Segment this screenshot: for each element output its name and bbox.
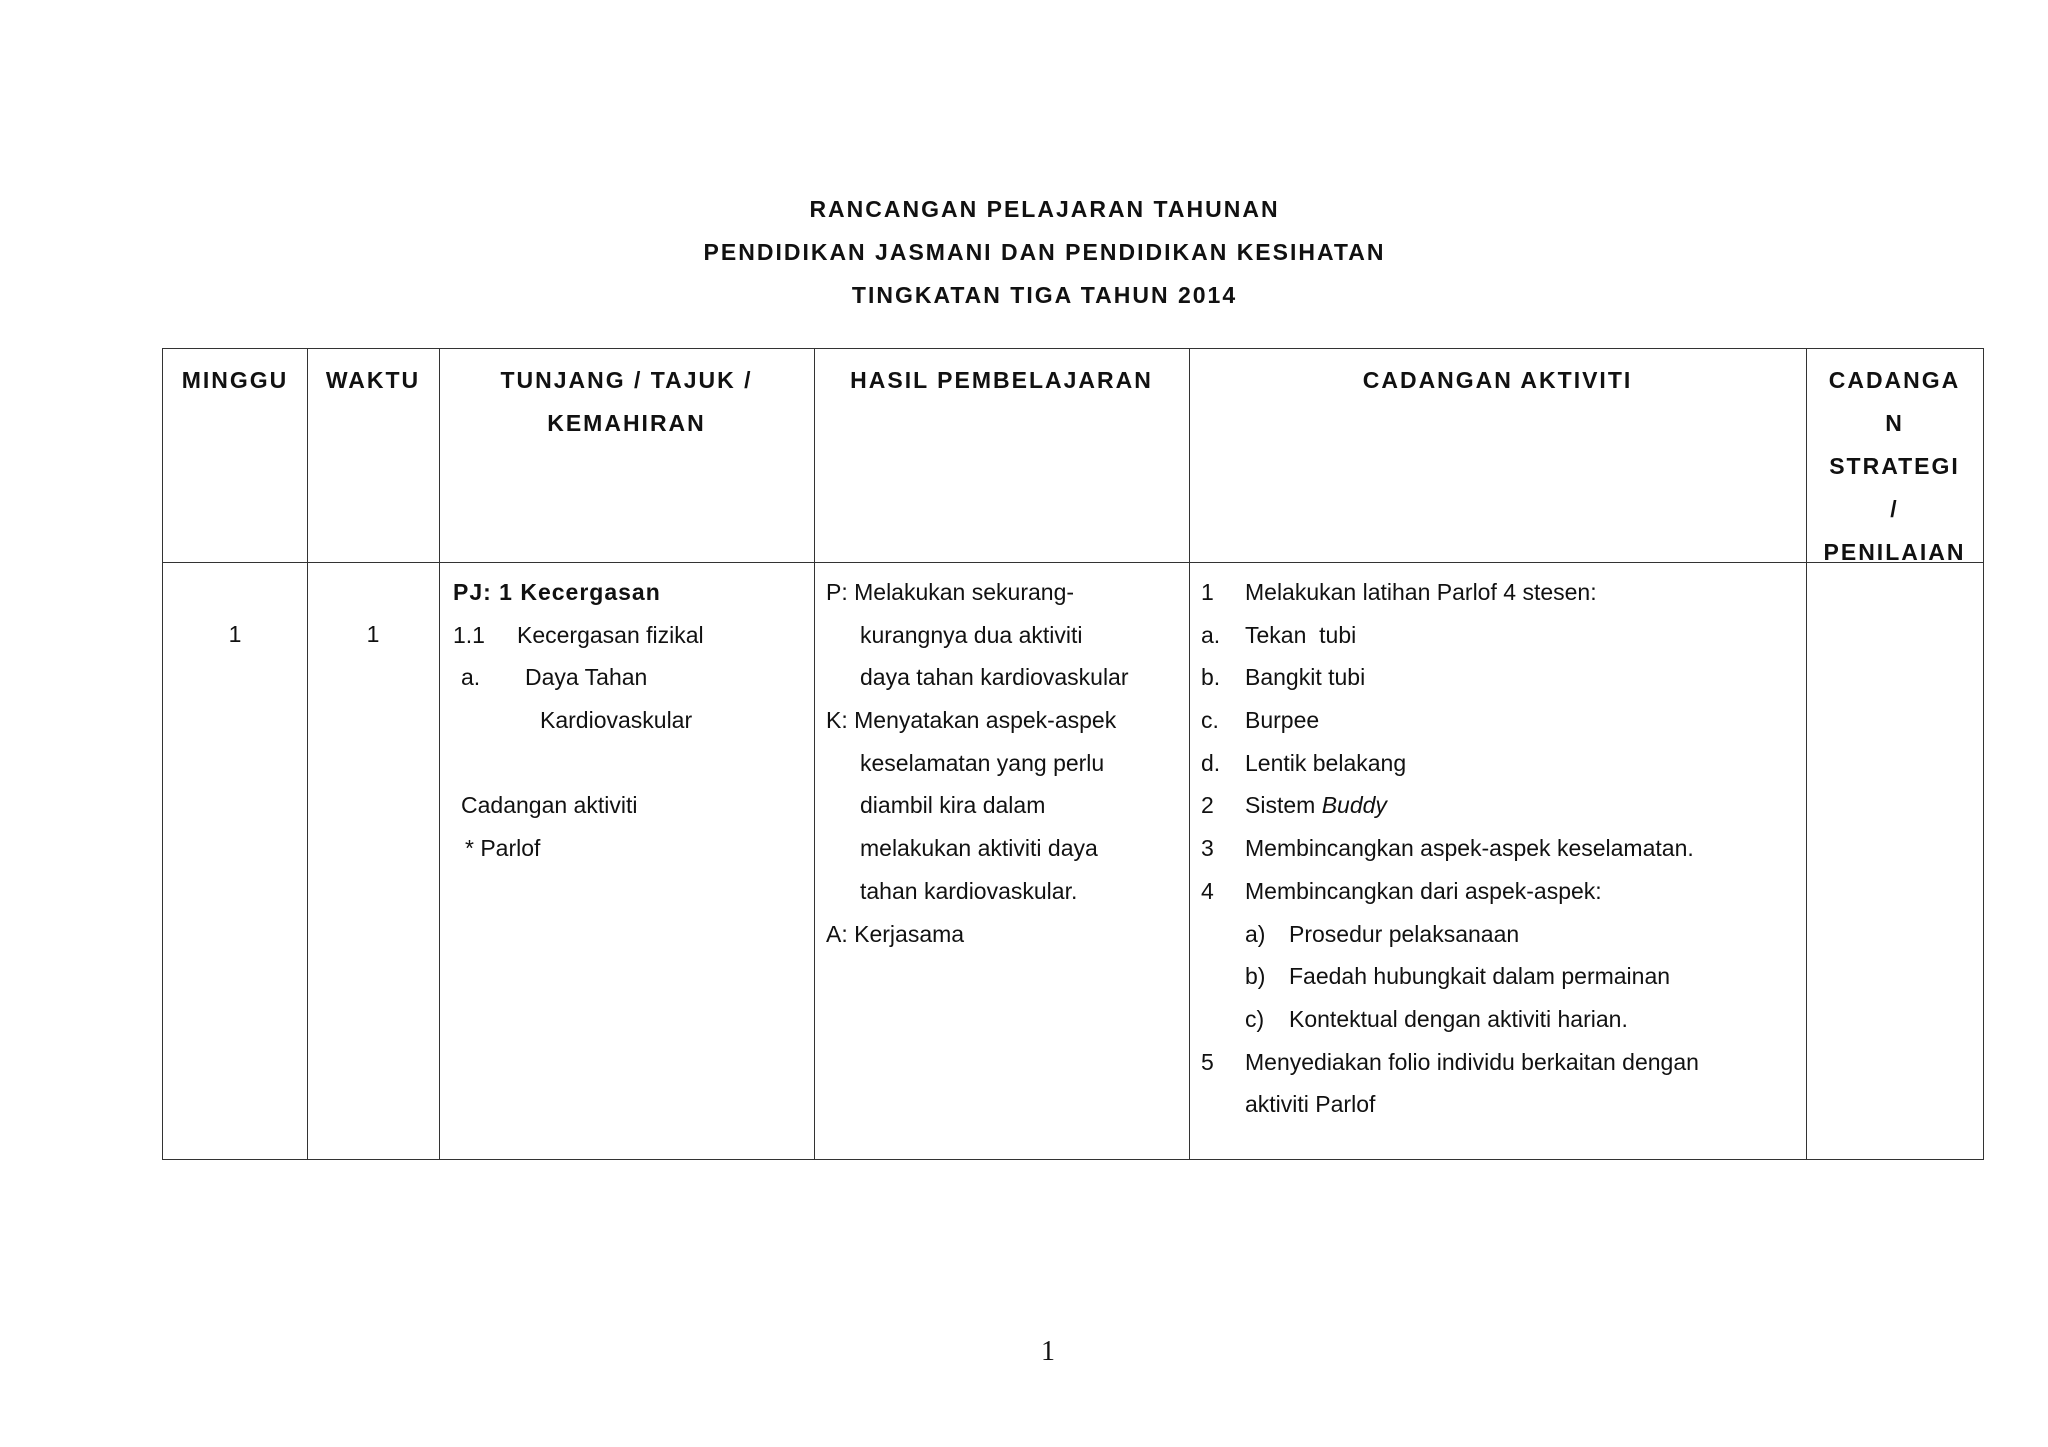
header-strategi-line: STRATEGI (1829, 453, 1960, 479)
aktiviti-text: Lentik belakang (1245, 749, 1407, 776)
spacer (453, 742, 808, 785)
tunjang-item (453, 614, 808, 657)
header-strategi-line: CADANGA (1828, 367, 1961, 393)
tunjang-cadangan-item: * Parlof (465, 835, 541, 862)
aktiviti-item (1201, 870, 1801, 913)
aktiviti-sub-item (1201, 998, 1801, 1041)
hasil-line: kurangnya dua aktiviti (860, 621, 1083, 648)
tunjang-item-text: Kecergasan fizikal (517, 621, 704, 648)
aktiviti-sub-item (1201, 913, 1801, 956)
aktiviti-number: 1 (1201, 579, 1214, 605)
hasil-line: melakukan aktiviti daya (860, 835, 1098, 862)
aktiviti-text: Sistem (1245, 792, 1322, 819)
tunjang-heading: PJ: 1 Kecergasan (453, 579, 661, 605)
hasil-line: A: Kerjasama (826, 920, 965, 947)
aktiviti-text: Burpee (1245, 707, 1320, 734)
cell-waktu: 1 (366, 621, 380, 647)
header-minggu: MINGGU (181, 367, 289, 393)
header-waktu: WAKTU (325, 367, 421, 393)
column-divider (814, 349, 815, 1159)
header-strategi-line: / (1890, 496, 1899, 522)
aktiviti-item (1201, 571, 1801, 614)
tunjang-sub-text-cont: Kardiovaskular (540, 707, 693, 734)
header-hasil-pembelajaran: HASIL PEMBELAJARAN (850, 367, 1153, 393)
hasil-line: keselamatan yang perlu (860, 749, 1105, 776)
title-line-1: RANCANGAN PELAJARAN TAHUNAN (809, 196, 1280, 222)
page-number: 1 (1041, 1336, 1055, 1367)
column-divider (1189, 349, 1190, 1159)
cell-tunjang (453, 571, 808, 870)
title-line-3: TINGKATAN TIGA TAHUN 2014 (851, 282, 1238, 308)
tunjang-sub-text: Daya Tahan (525, 664, 648, 691)
aktiviti-letter: b. (1201, 664, 1221, 691)
cell-minggu: 1 (228, 621, 242, 647)
tunjang-sub-item (453, 656, 808, 699)
aktiviti-number: 5 (1201, 1048, 1214, 1075)
aktiviti-sub-item (1201, 955, 1801, 998)
aktiviti-letter: d. (1201, 749, 1221, 776)
header-strategi-line: N (1885, 410, 1904, 436)
aktiviti-sub-letter: a) (1245, 920, 1266, 947)
header-strategi-penilaian (1806, 359, 1983, 574)
aktiviti-number: 4 (1201, 877, 1214, 904)
aktiviti-letter: c. (1201, 707, 1219, 734)
header-row-divider (163, 562, 1983, 563)
aktiviti-letter: a. (1201, 621, 1221, 648)
header-strategi-line: PENILAIAN (1823, 539, 1966, 565)
aktiviti-sub-text: Faedah hubungkait dalam permainan (1289, 963, 1671, 990)
aktiviti-text: Membincangkan dari aspek-aspek: (1245, 877, 1602, 904)
cell-hasil-pembelajaran (826, 571, 1186, 955)
aktiviti-number: 2 (1201, 792, 1214, 819)
hasil-line: K: Menyatakan aspek-aspek (826, 707, 1117, 734)
header-tunjang-line: TUNJANG / TAJUK / (500, 367, 753, 393)
aktiviti-sub-text: Kontektual dengan aktiviti harian. (1289, 1005, 1628, 1032)
aktiviti-item (1201, 656, 1801, 699)
aktiviti-text-cont: aktiviti Parlof (1245, 1091, 1376, 1118)
aktiviti-text: Tekan tubi (1245, 621, 1357, 648)
aktiviti-number: 3 (1201, 835, 1214, 862)
lesson-plan-table (162, 348, 1984, 1160)
aktiviti-item (1201, 784, 1801, 827)
hasil-line: tahan kardiovaskular. (860, 877, 1078, 904)
hasil-line: diambil kira dalam (860, 792, 1046, 819)
aktiviti-item (1201, 699, 1801, 742)
aktiviti-sub-letter: c) (1245, 1005, 1265, 1032)
aktiviti-text: Bangkit tubi (1245, 664, 1366, 691)
header-cadangan-aktiviti: CADANGAN AKTIVITI (1362, 367, 1633, 393)
cell-cadangan-aktiviti (1201, 571, 1801, 1126)
hasil-line: daya tahan kardiovaskular (860, 664, 1129, 691)
aktiviti-text: Melakukan latihan Parlof 4 stesen: (1245, 579, 1597, 605)
tunjang-sub-letter: a. (461, 664, 481, 691)
document-title (0, 188, 2048, 317)
column-divider (307, 349, 308, 1159)
column-divider (439, 349, 440, 1159)
aktiviti-sub-text: Prosedur pelaksanaan (1289, 920, 1520, 947)
aktiviti-text: Menyediakan folio individu berkaitan dengan (1245, 1048, 1699, 1075)
aktiviti-item (1201, 827, 1801, 870)
header-tunjang-line: KEMAHIRAN (547, 410, 706, 436)
aktiviti-sub-letter: b) (1245, 963, 1266, 990)
aktiviti-text-italic: Buddy (1321, 792, 1387, 819)
aktiviti-item (1201, 1041, 1801, 1084)
tunjang-item-number: 1.1 (453, 621, 485, 648)
aktiviti-item (1201, 614, 1801, 657)
aktiviti-text: Membincangkan aspek-aspek keselamatan. (1245, 835, 1694, 862)
aktiviti-item (1201, 742, 1801, 785)
title-line-2: PENDIDIKAN JASMANI DAN PENDIDIKAN KESIHATAN (703, 239, 1386, 265)
tunjang-cadangan-label: Cadangan aktiviti (461, 792, 638, 819)
header-tunjang (439, 359, 814, 445)
hasil-line: P: Melakukan sekurang- (826, 579, 1075, 605)
